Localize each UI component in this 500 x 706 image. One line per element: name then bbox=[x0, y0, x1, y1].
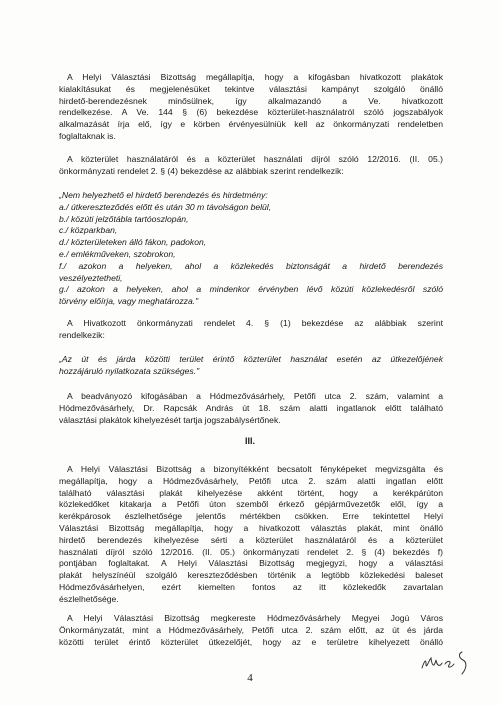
quote-line: törvény előírja, vagy meghatározza." bbox=[59, 296, 199, 307]
text-line: rendelkezése. A Ve. 144 § (6) bekezdése közterület-használatról szóló jogszabályok bbox=[59, 107, 443, 118]
text-line: A beadványozó kifogásában a Hódmezővásárhely, Petőfi utca 2. szám, valamint a bbox=[67, 391, 443, 401]
text-line: A Helyi Választási Bizottság megkereste Hódmezővásárhely Megyei Jogú Város bbox=[67, 613, 443, 623]
text-line: található választási plakát kihelyezése akként történt, hogy a kerékpárúton bbox=[59, 487, 443, 498]
text-line: kerékpárosok észlelhetősége jelentős mértékben csökken. Erre tekintettel Helyi bbox=[59, 511, 443, 522]
text-line: közötti terület érintő közterület útkezelőjét, hogy az e területre kihelyezett önálló bbox=[59, 636, 443, 647]
text-line: A Helyi Választási Bizottság a bizonyítékként becsatolt fényképeket megvizsgálta és bbox=[67, 464, 443, 474]
page-number: 4 bbox=[247, 672, 253, 684]
paragraph-regulation-4 bbox=[59, 318, 443, 342]
quote-line: „Nem helyezhető el hirdető berendezés és hirdetmény: bbox=[59, 190, 268, 200]
quote-line: „Az út és járda közötti terület érintő közterület használat esetén az útkezelőjének bbox=[59, 354, 443, 364]
text-line: önkormányzati rendelet 2. § (4) bekezdése az alábbiak szerint rendelkezik: bbox=[59, 165, 344, 176]
text-line: A közterület használatáról és a közterület használati díjról szóló 12/2016. (II. 05.) bbox=[67, 154, 443, 164]
paragraph-inquiry bbox=[59, 613, 443, 648]
quote-line: veszélyeztetheti, bbox=[59, 272, 123, 283]
quote-line: c./ közparkban, bbox=[59, 225, 118, 236]
paragraph-regulation-intro bbox=[59, 154, 443, 178]
text-line: Önkormányzatát, mint a Hódmezővásárhely, Petőfi utca 2. szám előtt, az út és járda bbox=[59, 624, 443, 635]
text-line: A Hivatkozott önkormányzati rendelet 4. § (1) bekezdése az alábbiak szerint bbox=[67, 318, 443, 328]
text-line: hirdető-berendezésnek minősülnek, így alkalmazandó a Ve. hivatkozott bbox=[59, 95, 443, 106]
text-line: közlekedőket kitakarja a Petőfi úton szemből érkező gépjárművezetők elől, így a bbox=[59, 499, 443, 510]
text-line: Hódmezővásárhelyen, ezért kiemelten fontos az itt közlekedők zavartalan bbox=[59, 581, 443, 592]
text-line: Hódmezővásárhely, Dr. Rapcsák András út 18. szám alatti ingatlanok előtt található bbox=[59, 402, 443, 413]
paragraph-evidence bbox=[59, 464, 443, 606]
text-line: megállapítja, hogy a Hódmezővásárhely, Petőfi utca 2. szám alatti ingatlan előtt bbox=[59, 475, 443, 486]
regulation-quote-list bbox=[59, 190, 443, 308]
text-line: Választási Bizottság megállapítja, hogy a hivatkozott választás plakát, mint önálló bbox=[59, 522, 443, 533]
text-line: rendelkezik: bbox=[59, 329, 105, 340]
text-line: hirdető berendezés kihelyezése sérti a közterület használatáról és a közterület bbox=[59, 534, 443, 545]
text-line: plakát helyszínéül szolgáló kereszteződésben történik a legtöbb közlekedési baleset bbox=[59, 570, 443, 581]
text-line: foglaltaknak is. bbox=[59, 130, 116, 141]
paragraph-finding bbox=[59, 72, 443, 143]
quote-line: d./ közterületeken álló fákon, padokon, bbox=[59, 237, 207, 248]
text-line: észlelhetősége. bbox=[59, 593, 119, 604]
quote-line: f./ azokon a helyeken, ahol a közlekedés biztonságát a hirdető berendezés bbox=[59, 260, 443, 271]
text-line: alkalmazását írja elő, így e körben érvényesülniük kell az önkormányzati rendeletben bbox=[59, 119, 443, 130]
quote-line: e./ emlékműveken, szobrokon, bbox=[59, 248, 176, 259]
quote-line: b./ közúti jelzőtábla tartóoszlopán, bbox=[59, 213, 189, 224]
text-line: használati díjról szóló 12/2016. (II. 05.) önkormányzati rendelet 2. § (4) bekezdés f) bbox=[59, 546, 443, 557]
section-heading: III. bbox=[244, 436, 255, 446]
text-line: pontjában foglaltakat. A Helyi Választási Bizottság megjegyzi, hogy a választási bbox=[59, 558, 443, 569]
quote-line: a./ útkereszteződés előtt és után 30 m távolságon belül, bbox=[59, 201, 272, 212]
text-line: választási plakátok kihelyezését tartja jogszabálysértőnek. bbox=[59, 414, 281, 425]
text-line: A Helyi Választási Bizottság megállapítja, hogy a kifogásban hivatkozott plakátok bbox=[67, 72, 443, 82]
text-line: kialakításukat és megjelenésüket tekintve választási kampányt szolgáló önálló bbox=[59, 83, 443, 94]
quote-line: hozzájáruló nyilatkozata szükséges." bbox=[59, 365, 200, 376]
paragraph-complaint bbox=[59, 391, 443, 426]
regulation-quote-2 bbox=[59, 354, 443, 378]
quote-line: g./ azokon a helyeken, ahol a mindenkor érvényben lévő közúti közlekedésről szóló bbox=[59, 284, 443, 295]
